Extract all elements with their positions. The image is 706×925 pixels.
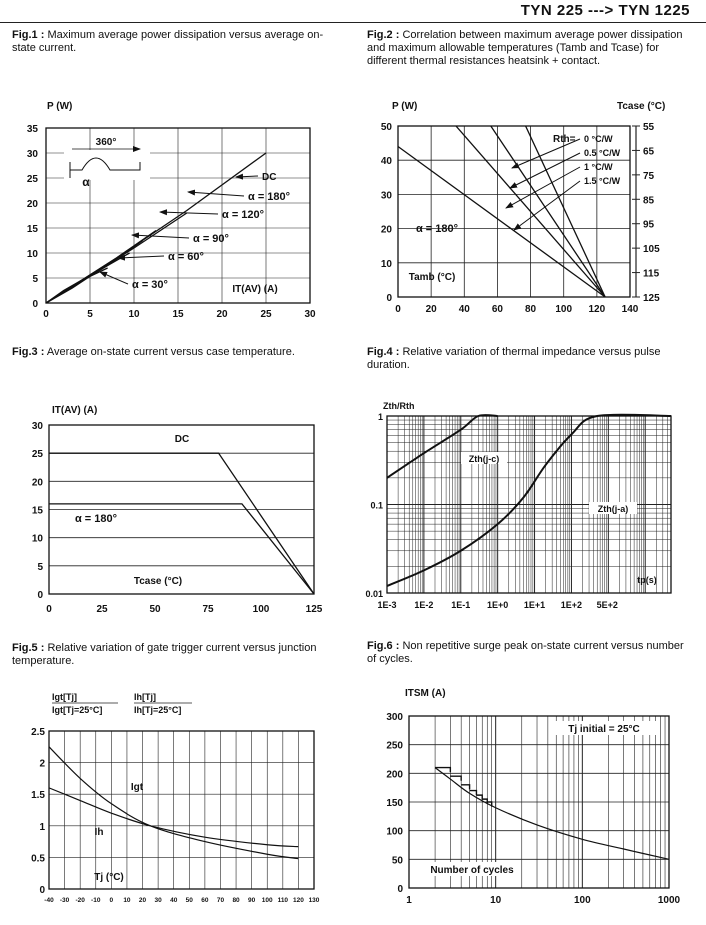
y-tick-label: 1 xyxy=(39,821,45,833)
series-label: Ih xyxy=(94,827,104,838)
annotation-arrow xyxy=(188,192,244,196)
y-tick-label: 25 xyxy=(26,174,38,185)
x-tick-label: 5 xyxy=(87,309,93,320)
series-annotation: α = 60° xyxy=(168,251,204,263)
inset-alpha: α xyxy=(82,175,90,189)
y2-axis-label-num: Ih[Tj] xyxy=(134,692,156,702)
x-tick-label: 60 xyxy=(491,304,503,315)
y-axis-label: Zth/Rth xyxy=(383,401,415,411)
caption-text: Correlation between maximum average power dissipation and maximum allowable temperatures (Tamb and Tcase) for different thermal resistances heatsink + contact. xyxy=(367,29,683,67)
y-tick-label: 150 xyxy=(386,798,403,809)
series-annotation: α = 120° xyxy=(222,209,265,221)
legend-title: Rth= xyxy=(553,134,576,145)
y-axis-label: P (W) xyxy=(392,101,418,112)
x-tick-label: 5E+2 xyxy=(596,600,618,610)
x-tick-label: 20 xyxy=(138,897,147,904)
x-tick-label: 1E+1 xyxy=(523,600,546,610)
x-tick-label: 100 xyxy=(261,897,273,904)
caption-label: Fig.3 : xyxy=(12,346,45,358)
y-tick-label: 30 xyxy=(31,421,43,432)
x-tick-label: 10 xyxy=(128,309,140,320)
caption-text: Non repetitive surge peak on-state current versus number of cycles. xyxy=(367,640,684,665)
x-tick-label: 140 xyxy=(621,304,639,315)
x-tick-label: 1E-1 xyxy=(451,600,471,610)
x-axis-label: Number of cycles xyxy=(430,865,514,876)
x-tick-label: 90 xyxy=(248,897,256,904)
y-tick-label: 10 xyxy=(26,249,38,260)
x-tick-label: -10 xyxy=(91,897,101,904)
y-tick-label: 1.5 xyxy=(31,790,45,802)
x-tick-label: 1E+0 xyxy=(487,600,509,610)
caption-text: Maximum average power dissipation versus average on-state current. xyxy=(12,29,324,54)
x-tick-label: 25 xyxy=(260,309,272,320)
y-tick-label: 0 xyxy=(397,884,403,895)
y-tick-label: 35 xyxy=(26,124,38,135)
series-label: Zth(j-a) xyxy=(597,504,629,514)
caption-label: Fig.1 : xyxy=(12,29,45,41)
y-tick-label: 2.5 xyxy=(31,727,45,738)
x-tick-label: 20 xyxy=(425,304,437,315)
legend-arrow xyxy=(506,167,580,208)
y-axis-label: IT(AV) (A) xyxy=(52,405,98,416)
y-tick-label: 40 xyxy=(380,156,392,168)
y-tick-label: 50 xyxy=(391,855,403,867)
y2-axis-label: Tcase (°C) xyxy=(617,101,666,112)
legend-entry: 1.5 °C/W xyxy=(584,176,621,186)
x-tick-label: 125 xyxy=(305,604,323,615)
annotation-arrow xyxy=(160,212,218,214)
plot-frame xyxy=(49,731,314,889)
fig1-chart xyxy=(27,101,316,320)
y-tick-label: 10 xyxy=(31,533,43,545)
y-tick-label: 20 xyxy=(31,477,43,489)
series-annotation: α = 90° xyxy=(193,233,229,245)
x-tick-label: 80 xyxy=(525,304,537,315)
x-tick-label: 1E-2 xyxy=(414,600,434,610)
y-tick-label: 0.1 xyxy=(370,500,383,511)
x-tick-label: 110 xyxy=(277,897,289,904)
tj-annotation: Tj initial = 25°C xyxy=(568,724,640,735)
caption-text: Relative variation of gate trigger current versus junction temperature. xyxy=(12,642,317,667)
y-tick-label: 5 xyxy=(32,274,38,285)
series-label: DC xyxy=(174,434,190,445)
x-tick-label: 60 xyxy=(201,897,209,904)
y-tick-label: 100 xyxy=(386,826,403,838)
y-tick-label: 300 xyxy=(386,712,403,723)
tcase-tick-label: 115 xyxy=(643,268,660,280)
y-tick-label: 250 xyxy=(386,740,403,752)
x-axis-label: IT(AV) (A) xyxy=(232,284,278,295)
y-tick-label: 0 xyxy=(386,293,392,304)
x-tick-label: 40 xyxy=(170,897,178,904)
x-tick-label: 0 xyxy=(395,304,401,315)
annotation-arrow xyxy=(236,176,258,177)
caption-text: Average on-state current versus case temperature. xyxy=(46,346,295,358)
fig5-chart xyxy=(31,692,320,904)
x-axis-label: Tamb (°C) xyxy=(408,272,456,283)
y-tick-label: 10 xyxy=(380,258,392,270)
x-tick-label: 0 xyxy=(109,897,114,904)
y-axis-label: P (W) xyxy=(47,101,73,112)
x-tick-label: 25 xyxy=(96,604,108,615)
series-annotation: α = 30° xyxy=(132,279,168,291)
x-tick-label: 130 xyxy=(308,897,320,904)
x-tick-label: -20 xyxy=(75,897,85,904)
series-annotation: α = 180° xyxy=(248,191,291,203)
fig3-chart xyxy=(32,405,323,615)
alpha-annotation: α = 180° xyxy=(415,223,459,235)
x-tick-label: 120 xyxy=(292,897,304,904)
series-label: Igt xyxy=(130,782,144,793)
inset-label: 360° xyxy=(95,137,117,148)
y-tick-label: 2 xyxy=(39,758,45,770)
tcase-tick-label: 75 xyxy=(643,170,655,182)
y2-axis-label-den: Ih[Tj=25°C] xyxy=(134,705,182,715)
x-tick-label: -30 xyxy=(59,897,70,904)
y-tick-label: 20 xyxy=(380,224,392,236)
x-tick-label: 80 xyxy=(232,897,240,904)
x-tick-label: 50 xyxy=(149,604,161,615)
y-tick-label: 0 xyxy=(32,299,38,310)
y-tick-label: 0.01 xyxy=(365,589,383,599)
x-tick-label: 30 xyxy=(304,309,316,320)
page-header: TYN 225 ---> TYN 1225 xyxy=(520,2,690,19)
y-tick-label: 15 xyxy=(31,505,43,517)
tcase-tick-label: 95 xyxy=(643,219,655,231)
x-axis-label: tp(s) xyxy=(637,575,657,585)
series-annotation: DC xyxy=(262,172,277,183)
x-tick-label: 75 xyxy=(202,604,214,615)
series-line xyxy=(435,768,669,860)
x-tick-label: 50 xyxy=(185,897,193,904)
x-tick-label: 30 xyxy=(154,897,162,904)
x-tick-label: 120 xyxy=(588,304,606,315)
x-tick-label: 100 xyxy=(573,895,591,906)
series-label: Zth(j-c) xyxy=(468,454,500,464)
y-axis-label-num: Igt[Tj] xyxy=(52,692,77,702)
tcase-tick-label: 55 xyxy=(643,122,655,133)
annotation-arrow xyxy=(132,235,189,238)
x-tick-label: 10 xyxy=(123,897,131,904)
x-tick-label: 20 xyxy=(216,309,228,320)
y-tick-label: 50 xyxy=(380,122,392,133)
x-tick-label: 10 xyxy=(490,895,502,906)
y-tick-label: 0 xyxy=(37,590,43,601)
x-tick-label: -40 xyxy=(44,897,54,904)
caption-label: Fig.6 : xyxy=(367,640,400,652)
y-tick-label: 25 xyxy=(31,449,43,461)
caption-text: Relative variation of thermal impedance versus pulse duration. xyxy=(367,346,661,371)
tcase-tick-label: 125 xyxy=(643,293,660,304)
legend-entry: 0.5 °C/W xyxy=(584,148,621,158)
caption-label: Fig.2 : xyxy=(367,29,400,41)
y-axis-label: ITSM (A) xyxy=(405,688,446,699)
x-tick-label: 40 xyxy=(458,304,470,315)
fig2-chart xyxy=(381,101,665,315)
y-tick-label: 15 xyxy=(26,224,38,235)
x-tick-label: 70 xyxy=(216,897,225,904)
caption-label: Fig.4 : xyxy=(367,346,400,358)
x-tick-label: 1E+2 xyxy=(560,600,583,610)
x-axis-label: Tj (°C) xyxy=(94,872,124,883)
x-tick-label: 0 xyxy=(46,604,52,615)
tcase-tick-label: 85 xyxy=(643,195,655,207)
x-tick-label: 0 xyxy=(43,309,49,320)
x-tick-label: 100 xyxy=(555,304,573,315)
y-tick-label: 20 xyxy=(26,199,38,210)
tcase-tick-label: 65 xyxy=(643,146,655,158)
y-tick-label: 1 xyxy=(377,412,383,422)
y-axis-label-den: Igt[Tj=25°C] xyxy=(52,705,103,715)
legend-entry: 1 °C/W xyxy=(584,162,613,172)
y-tick-label: 30 xyxy=(26,149,38,160)
caption-label: Fig.5 : xyxy=(12,642,45,654)
y-tick-label: 200 xyxy=(386,769,403,781)
y-tick-label: 0.5 xyxy=(31,853,45,865)
x-tick-label: 15 xyxy=(172,309,184,320)
legend-arrow xyxy=(512,139,580,168)
legend-entry: 0 °C/W xyxy=(584,134,613,144)
x-axis-label: Tcase (°C) xyxy=(133,576,183,587)
y-tick-label: 5 xyxy=(37,561,43,573)
y-tick-label: 0 xyxy=(39,885,45,896)
x-tick-label: 1 xyxy=(406,895,412,906)
x-tick-label: 1E-3 xyxy=(377,600,397,610)
fig4-chart xyxy=(365,401,671,610)
tcase-tick-label: 105 xyxy=(643,244,660,256)
x-tick-label: 1000 xyxy=(657,895,681,906)
x-tick-label: 100 xyxy=(252,604,270,615)
series-label: α = 180° xyxy=(74,513,118,525)
fig6-chart xyxy=(386,688,680,906)
conduction-inset xyxy=(64,137,150,189)
y-tick-label: 30 xyxy=(380,190,392,202)
